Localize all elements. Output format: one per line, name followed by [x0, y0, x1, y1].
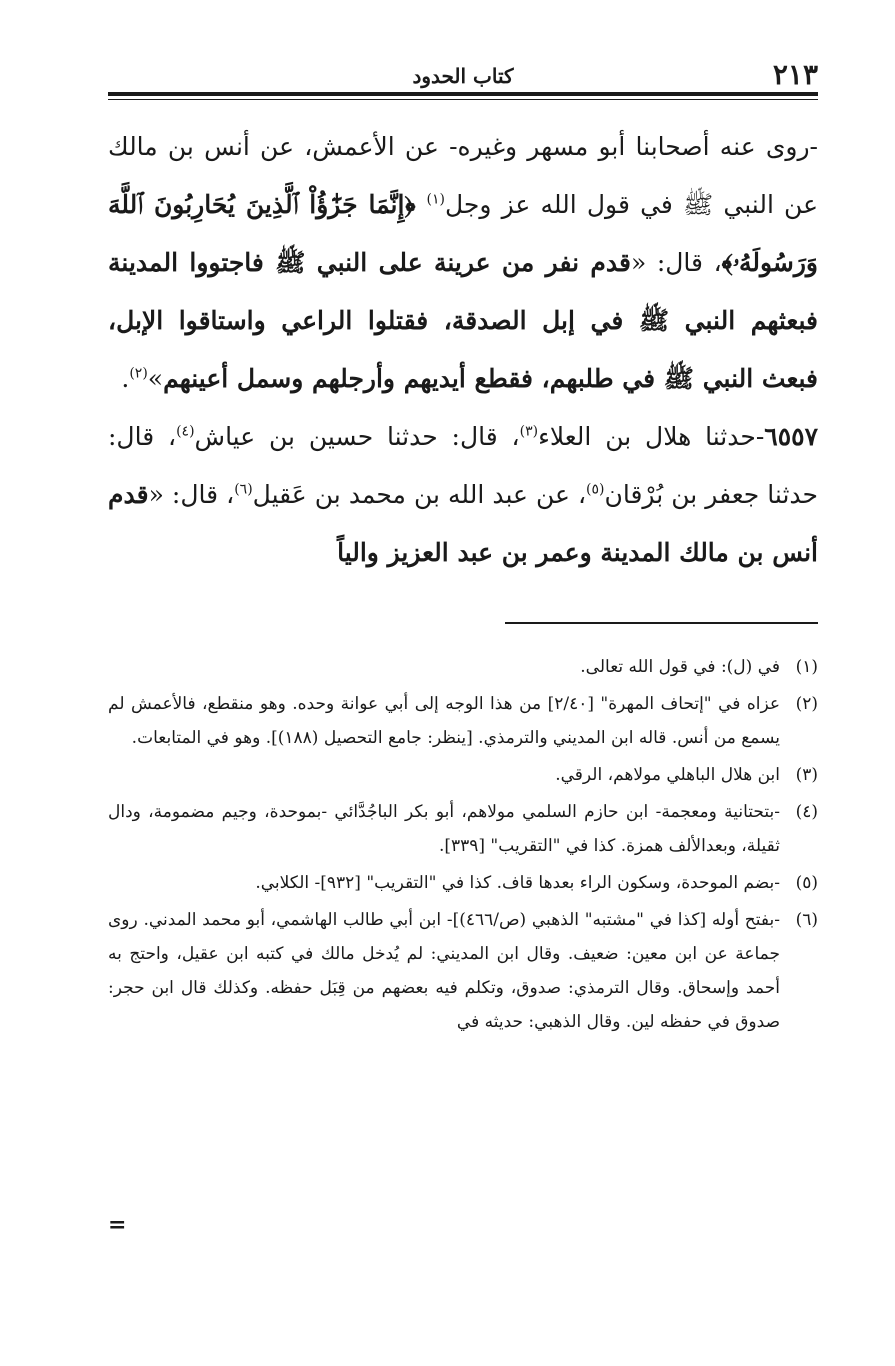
footnotes	[108, 650, 818, 1042]
quran-verse: ﴿إِنَّمَا جَزَٰٓؤُاْ ٱلَّذِينَ يُحَارِبُونَ ٱللَّهَ وَرَسُولَهُۥ﴾	[108, 190, 818, 277]
continuation-mark: =	[108, 1212, 127, 1238]
hadith-paragraph-1: -روى عنه أصحابنا أبو مسهر وغيره- عن الأعمش، عن أنس بن مالك عن النبي ﷺ في قول الله عز وجل$^{(١)}$ ﴿إِنَّمَا جَزَٰٓؤُاْ ٱلَّذِينَ يُحَارِبُونَ ٱللَّهَ وَرَسُولَهُۥ﴾، قال: «قدم نفر من عرينة على النبي ﷺ فاجتووا المدينة فبعثهم النبي ﷺ في إبل الصدقة، فقتلوا الراعي واستاقوا الإبل، فبعث النبي ﷺ في طلبهم، فقطع أيديهم وأرجلهم وسمل أعينهم»$^{(٢)}$.	[108, 132, 819, 393]
footnote-item	[108, 866, 818, 900]
page-number: ٢١٣	[772, 58, 818, 91]
footnote-separator	[505, 622, 818, 624]
footnote-text: -بضم الموحدة، وسكون الراء بعدها قاف. كذا في "التقريب" [٩٣٢]- الكلابي.	[255, 873, 780, 893]
footnote-mark: (٣)	[795, 765, 818, 785]
footnote-mark: (٤)	[795, 802, 818, 822]
footnote-text: في (ل): في قول الله تعالى.	[580, 657, 780, 677]
footnote-mark: (٦)	[795, 910, 818, 930]
footnote-mark: (١)	[795, 657, 818, 677]
hadith-number: ٦٥٥٧	[764, 422, 818, 451]
footnote-text: ابن هلال الباهلي مولاهم، الرقي.	[555, 765, 780, 785]
footnote-text: -بفتح أوله [كذا في "مشتبه" الذهبي (ص/٤٦٦)]- ابن أبي طالب الهاشمي، أبو محمد المدني. روى جماعة عن ابن معين: ضعيف. وقال ابن المديني: لم يُدخل مالك في كتبه ابن عقيل، واحتج به أحمد وإسحاق. وقال الترمذي: صدوق، وتكلم فيه بعضهم من قِبَل حفظه. وكذلك قال ابن حجر: صدوق في حفظه لين. وقال الذهبي: حديثه في	[108, 910, 780, 1032]
footnote-item	[108, 903, 818, 1039]
footnote-ref-2[interactable]: (٢)	[129, 365, 148, 382]
footnote-ref-3[interactable]: (٣)	[519, 423, 539, 440]
footnote-item	[108, 795, 818, 863]
footnote-mark: (٢)	[795, 694, 818, 714]
footnote-item	[108, 758, 818, 792]
hadith-matn-2: قدم أنس بن مالك المدينة وعمر بن عبد العزيز والياً	[108, 480, 818, 567]
page-header	[108, 60, 818, 90]
header-rule-thick	[108, 92, 818, 96]
footnote-mark: (٥)	[795, 873, 818, 893]
main-text	[108, 118, 818, 582]
footnote-ref-1[interactable]: (١)	[426, 191, 445, 208]
footnote-ref-4[interactable]: (٤)	[176, 423, 195, 440]
running-title: كتاب الحدود	[412, 64, 514, 88]
footnote-text: عزاه في "إتحاف المهرة" [٢/٤٠] من هذا الوجه إلى أبي عوانة وحده. وهو منقطع، فالأعمش لم يسمع من أنس. قاله ابن المديني والترمذي. [ينظر: جامع التحصيل (١٨٨)]. وهو في المتابعات.	[108, 694, 780, 748]
footnote-item	[108, 650, 818, 684]
footnote-text: -بتحتانية ومعجمة- ابن حازم السلمي مولاهم، أبو بكر الباجُدَّائي -بموحدة، وجيم مضمومة، ودال ثقيلة، وبعدالألف همزة. كذا في "التقريب" [٣٣٩].	[108, 802, 780, 856]
hadith-matn-1: قدم نفر من عرينة على النبي ﷺ فاجتووا المدينة فبعثهم النبي ﷺ في إبل الصدقة، فقتلوا الراعي واستاقوا الإبل، فبعث النبي ﷺ في طلبهم، فقطع أيديهم وأرجلهم وسمل أعينهم	[108, 248, 818, 393]
footnote-ref-5[interactable]: (٥)	[586, 481, 605, 498]
header-rule-thin	[108, 99, 818, 100]
footnote-ref-6[interactable]: (٦)	[234, 481, 253, 498]
footnote-item	[108, 687, 818, 755]
hadith-paragraph-2: ٦٥٥٧-حدثنا هلال بن العلاء$^{(٣)}$، قال: حدثنا حسين بن عياش$^{(٤)}$، قال: حدثنا جعفر بن بُرْقان$^{(٥)}$، عن عبد الله بن محمد بن عَقيل$^{(٦)}$، قال: «قدم أنس بن مالك المدينة وعمر بن عبد العزيز والياً	[108, 422, 818, 567]
